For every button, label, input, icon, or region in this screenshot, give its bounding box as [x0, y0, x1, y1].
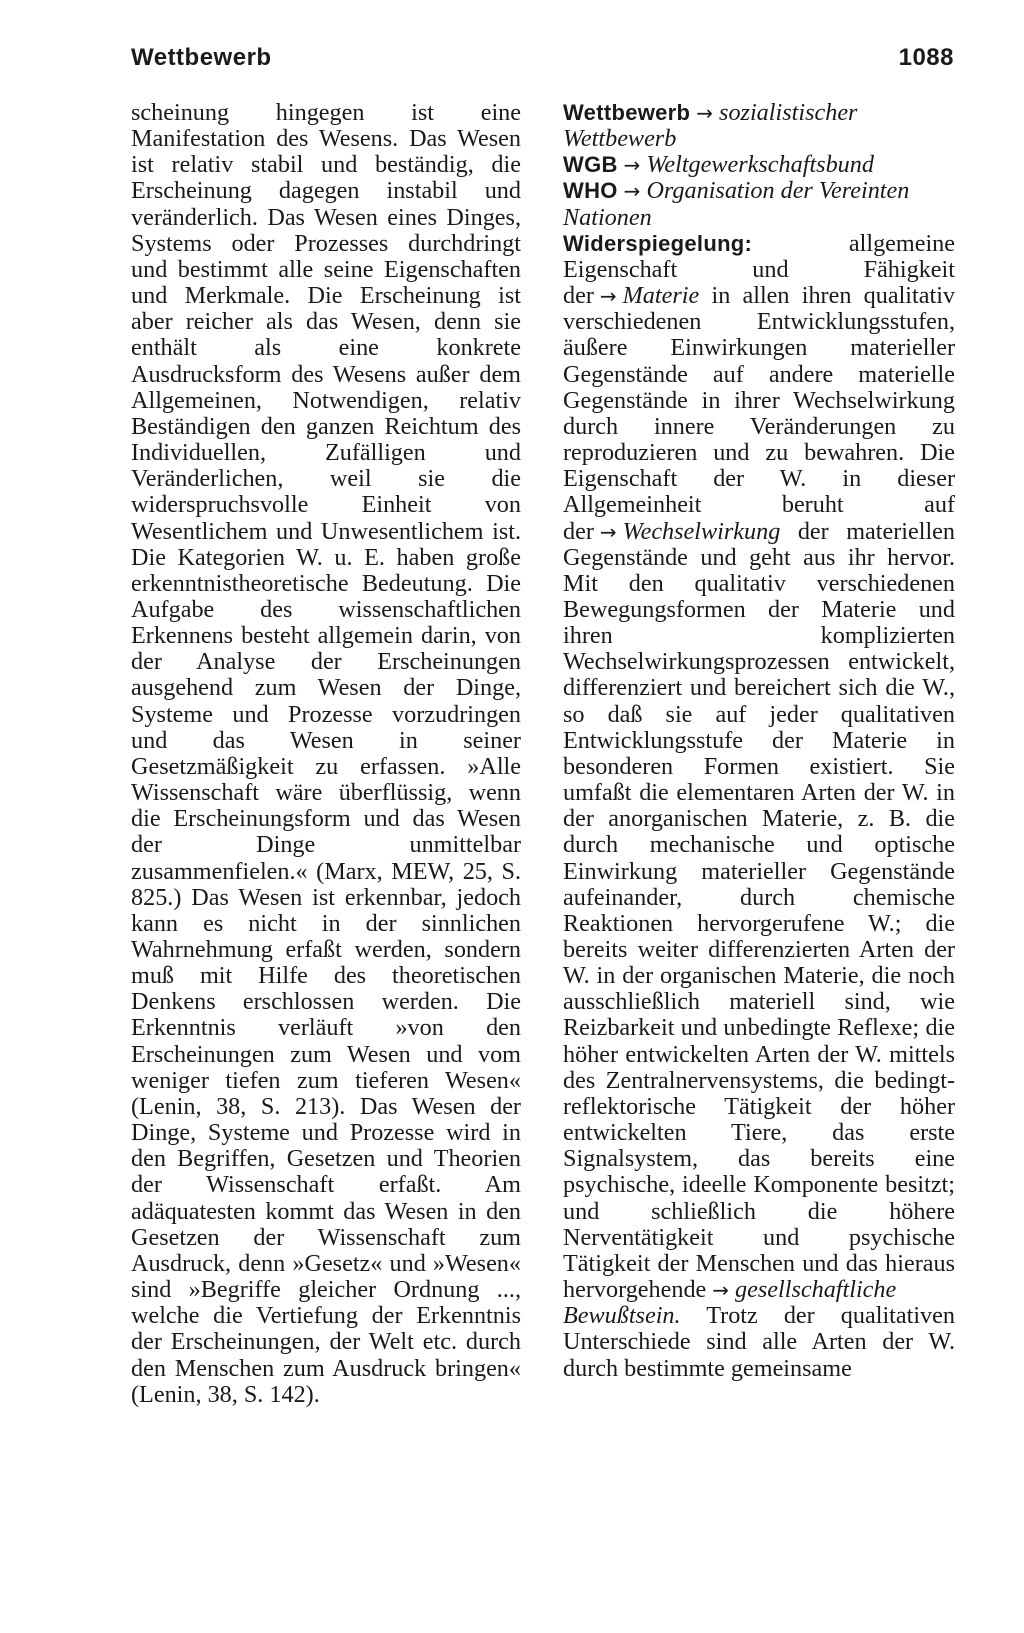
- right-column: [563, 100, 955, 1382]
- running-head: Wettbewerb: [131, 44, 272, 71]
- cross-reference-arrow-icon: →: [712, 1278, 730, 1303]
- cross-reference-arrow-icon: →: [696, 101, 714, 125]
- dictionary-entry: [563, 100, 955, 152]
- entry-text: der materiellen Gegenstände und geht aus ihr hervor. Mit den qualitativ verschiedenen Bewegungsformen der Materie und ihren komplizierten Wechselwirkungsprozessen entwickelt, differenziert und bereichert sich die W., so daß sie auf jeder qualitativen Entwicklungsstufe der Materie in besonderen Formen existiert. Sie umfaßt die elementaren Arten der W. in der anorganischen Materie, z. B. die durch mechanische und optische Einwirkung materieller Gegenstände aufeinander, durch chemische Reaktionen hervorgerufene W.; die bereits weiter differenzierten Arten der W. in der organischen Materie, die noch ausschließlich materiell sind, wie Reizbarkeit und unbedingte Reflexe; die höher entwickelten Arten der W. mittels des Zentralnervensystems, die bedingt-reflektorische Tätigkeit der höher entwickelten Tiere, das erste Signalsystem, das bereits eine psychische, ideelle Komponente besitzt; und schließlich die höhere Nerventätigkeit und psychische Tätigkeit der Menschen und das hieraus hervorgehende: [563, 517, 956, 1304]
- entry-lemma: WGB: [563, 152, 618, 178]
- cross-reference: Materie: [622, 282, 700, 310]
- cross-reference-arrow-icon: →: [623, 153, 641, 178]
- entry-lemma: Widerspiegelung:: [563, 230, 753, 256]
- dictionary-entry: [563, 178, 955, 230]
- cross-reference-arrow-icon: →: [599, 284, 617, 309]
- cross-reference-arrow-icon: →: [623, 179, 641, 204]
- entry-lemma: WHO: [563, 178, 618, 204]
- dictionary-entry: [563, 152, 955, 178]
- entry-text: Trotz der qualitativen Unterschiede sind alle Arten der W. durch bestimmte gemeinsame: [563, 1302, 955, 1382]
- entry-text: in allen ihren qualitativ verschiedenen Entwicklungsstufen, äußere Einwirkungen materieller Gegenstände auf andere materielle Gegenstände in ihrer Wechselwirkung durch innere Veränderungen zu reproduzieren und zu bewahren. Die Eigenschaft der W. in dieser Allgemeinheit beruht auf der: [563, 282, 956, 545]
- cross-reference: gesellschaftliche Bewußtsein.: [563, 1276, 897, 1330]
- entry-text: allgemeine Eigenschaft und Fähigkeit der: [563, 229, 955, 310]
- cross-reference: Weltgewerkschaftsbund: [646, 151, 874, 179]
- cross-reference: sozialistischer Wettbewerb: [563, 99, 858, 153]
- cross-reference-arrow-icon: →: [599, 519, 617, 544]
- left-column: [131, 100, 521, 1408]
- entry-lemma: Wettbewerb: [563, 100, 691, 125]
- page-number: 1088: [898, 44, 954, 71]
- cross-reference: Wechselwirkung: [622, 517, 781, 545]
- dictionary-entry-main: [563, 231, 955, 1382]
- body-text: scheinung hingegen ist eine Manifestation des Wesens. Das Wesen ist relativ stabil und beständig, die Erscheinung dagegen instabil und veränderlich. Das Wesen eines Dinges, Systems oder Prozesses durchdringt und bestimmt alle seine Eigenschaften und Merkmale. Die Erscheinung ist aber reicher als das Wesen, denn sie enthält als eine konkrete Ausdrucksform des Wesens außer dem Allgemeinen, Notwendigen, relativ Beständigen den ganzen Reichtum des Individuellen, Zufälligen und Veränderlichen, weil sie die widerspruchsvolle Einheit von Wesentlichem und Unwesentlichem ist. Die Kategorien W. u. E. haben große erkenntnistheoretische Bedeutung. Die Aufgabe des wissenschaftlichen Erkennens besteht allgemein darin, von der Analyse der Erscheinungen ausgehend zum Wesen der Dinge, Systeme und Prozesse vorzudringen und das Wesen in seiner Gesetzmäßigkeit zu erfassen. »Alle Wissenschaft wäre überflüssig, wenn die Erscheinungsform und das Wesen der Dinge unmittelbar zusammenfielen.« (Marx, MEW, 25, S. 825.) Das Wesen ist erkennbar, jedoch kann es nicht in der sinnlichen Wahrnehmung erfaßt werden, sondern muß mit Hilfe des theoretischen Denkens erschlossen werden. Die Erkenntnis verläuft »von den Erscheinungen zum Wesen und vom weniger tiefen zum tieferen Wesen« (Lenin, 38, S. 213). Das Wesen der Dinge, Systeme und Prozesse wird in den Begriffen, Gesetzen und Theorien der Wissenschaft erfaßt. Am adäquatesten kommt das Wesen in den Gesetzen der Wissenschaft zum Ausdruck, denn »Gesetz« und »Wesen« sind »Begriffe gleicher Ordnung ..., welche die Vertiefung der Erkenntnis der Erscheinungen, der Welt etc. durch den Menschen zum Ausdruck bringen« (Lenin, 38, S. 142).: [131, 99, 521, 1408]
- cross-reference: Organisation der Vereinten Nationen: [563, 177, 910, 231]
